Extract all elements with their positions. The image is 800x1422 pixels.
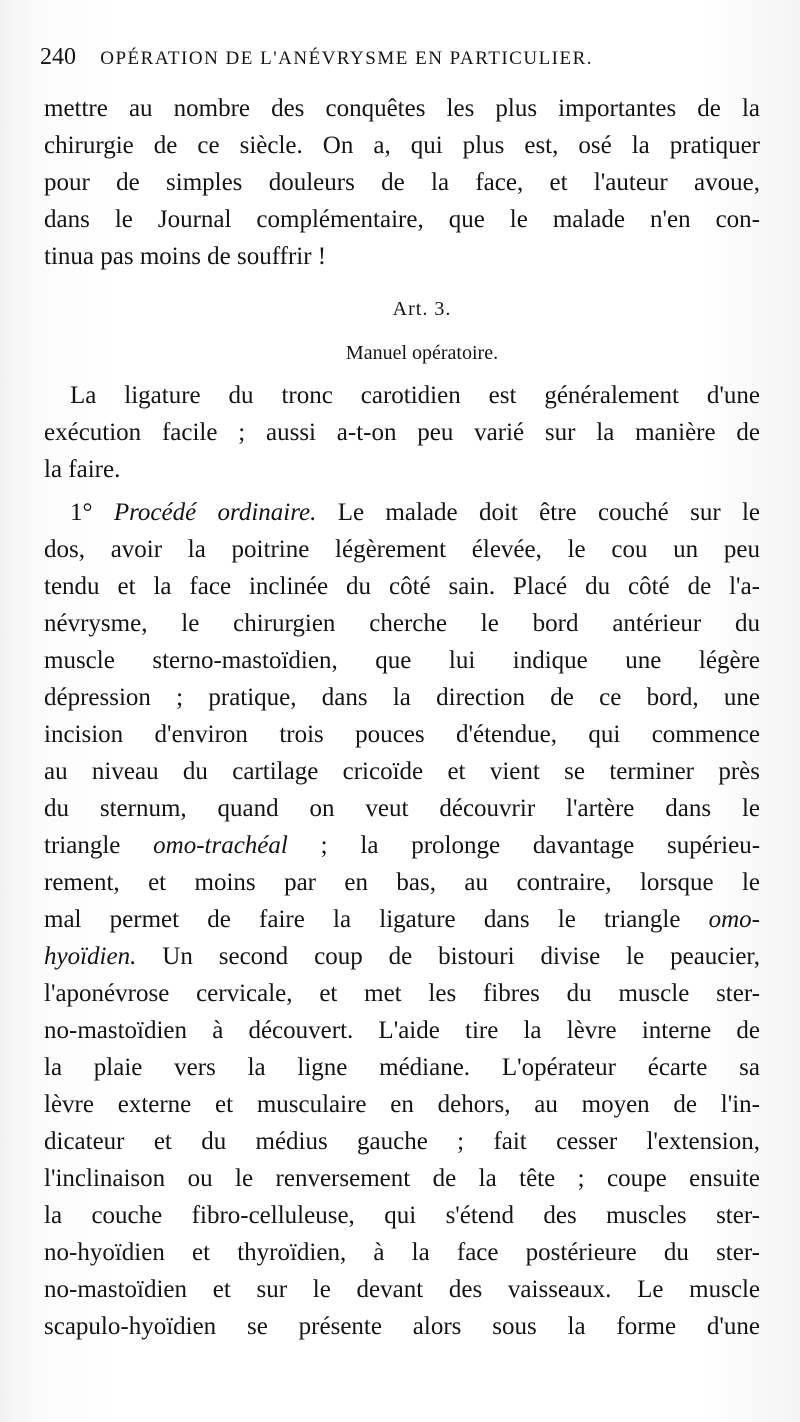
text-line: no-mastoïdien et sur le devant des vaisseaux. Le muscle <box>44 1276 760 1303</box>
paragraph-ligature <box>44 377 760 488</box>
running-header <box>40 44 760 78</box>
text-line: La ligature du tronc carotidien est généralement d'une <box>70 382 760 409</box>
text-line: l'aponévrose cervicale, et met les fibres du muscle ster- <box>44 980 760 1007</box>
text-line: névrysme, le chirurgien cherche le bord antérieur du <box>44 610 760 637</box>
text-line: chirurgie de ce siècle. On a, qui plus est, osé la pratiquer <box>44 132 760 159</box>
section-heading: Manuel opératoire. <box>345 342 499 364</box>
paragraph-procede-ordinaire <box>44 494 760 1345</box>
text-line: dans le Journal complémentaire, que le malade n'en con- <box>44 206 760 233</box>
text-line: pour de simples douleurs de la face, et l'auteur avoue, <box>44 169 760 196</box>
text-line: du sternum, quand on veut découvrir l'artère dans le <box>44 795 760 822</box>
text-line <box>44 938 760 975</box>
text-line: muscle sterno-mastoïdien, que lui indique une légère <box>44 647 760 674</box>
text-line: tendu et la face inclinée du côté sain. Placé du côté de l'a- <box>44 573 760 600</box>
text-run: Le malade doit être couché sur le <box>337 499 761 526</box>
text-run: ; la prolonge davantage supérieu- <box>320 832 761 859</box>
page-body <box>44 90 760 1345</box>
text-line: lèvre externe et musculaire en dehors, au moyen de l'in- <box>44 1091 760 1118</box>
text-line: la plaie vers la ligne médiane. L'opérateur écarte sa <box>44 1054 760 1081</box>
running-title: OPÉRATION DE L'ANÉVRYSME EN PARTICULIER. <box>100 48 594 69</box>
text-line: l'inclinaison ou le renversement de la tête ; coupe ensuite <box>44 1165 760 1192</box>
text-line: la couche fibro-celluleuse, qui s'étend des muscles ster- <box>44 1202 760 1229</box>
text-run: mal permet de faire la ligature dans le triangle <box>44 906 681 933</box>
procedure-title: Procédé ordinaire. <box>113 499 317 526</box>
text-line: no-mastoïdien à découvert. L'aide tire la lèvre interne de <box>44 1017 760 1044</box>
text-line: rement, et moins par en bas, au contraire, lorsque le <box>44 869 760 896</box>
text-line: exécution facile ; aussi a-t-on peu varié sur la manière de <box>44 419 760 446</box>
procedure-number: 1° <box>70 499 93 526</box>
text-line: la faire. <box>44 456 121 483</box>
text-line <box>44 494 760 531</box>
text-run: triangle <box>44 832 121 859</box>
page-number: 240 <box>40 44 76 70</box>
text-line: incision d'environ trois pouces d'étendue, qui commence <box>44 721 760 748</box>
text-line: dicateur et du médius gauche ; fait cesser l'extension, <box>44 1128 760 1155</box>
text-line: no-hyoïdien et thyroïdien, à la face postérieure du ster- <box>44 1239 760 1266</box>
text-line: au niveau du cartilage cricoïde et vient se terminer près <box>44 758 760 785</box>
text-line: dos, avoir la poitrine légèrement élevée, le cou un peu <box>44 536 760 563</box>
text-line: tinua pas moins de souffrir ! <box>44 243 327 270</box>
text-line <box>44 901 760 938</box>
italic-term: omo- <box>708 906 761 933</box>
italic-term: omo-trachéal <box>153 832 288 859</box>
text-line <box>44 827 760 864</box>
text-line: scapulo-hyoïdien se présente alors sous la forme d'une <box>44 1313 760 1340</box>
text-line: mettre au nombre des conquêtes les plus importantes de la <box>44 95 760 122</box>
paragraph-continuation <box>44 90 760 275</box>
text-run: Un second coup de bistouri divise le peaucier, <box>162 943 760 970</box>
italic-term: hyoïdien. <box>44 943 137 970</box>
article-heading: Art. 3. <box>392 298 452 320</box>
text-line: dépression ; pratique, dans la direction de ce bord, une <box>44 684 760 711</box>
